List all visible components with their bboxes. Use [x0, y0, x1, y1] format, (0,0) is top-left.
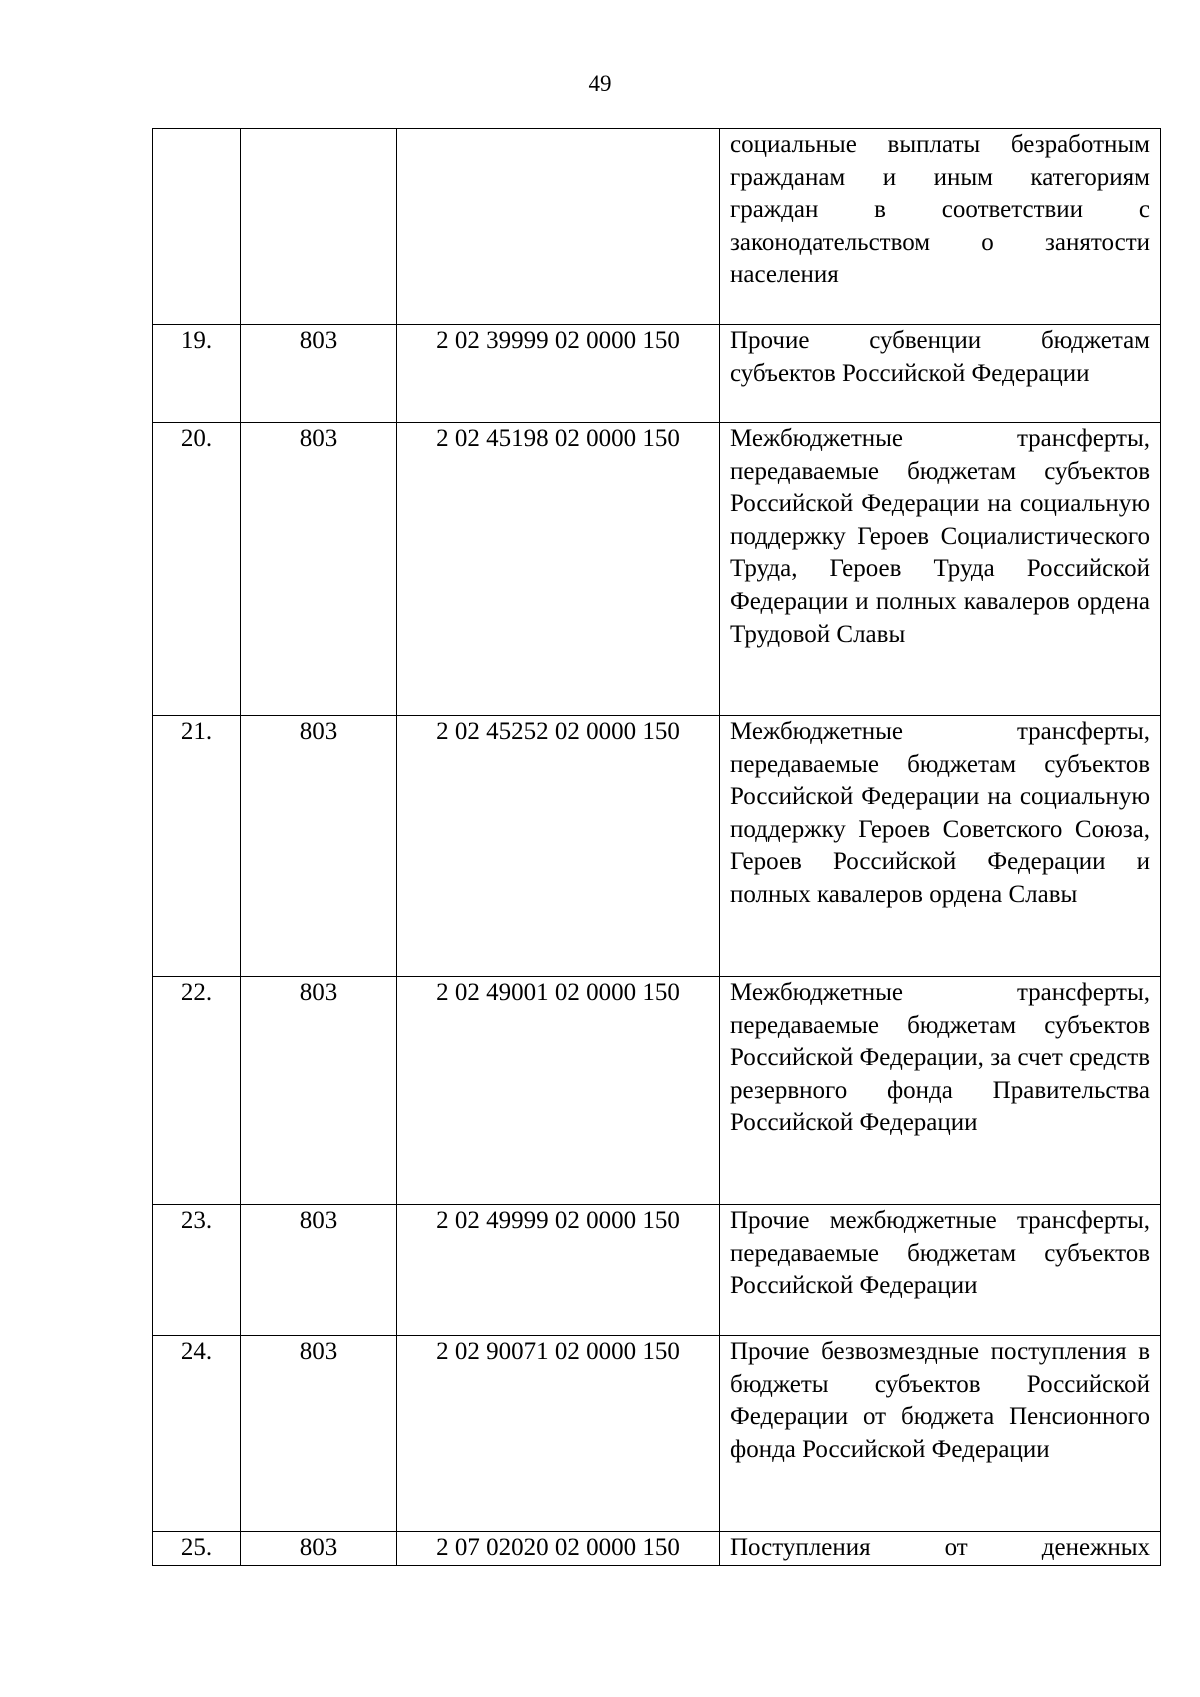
revenue-code-cell: 2 02 45252 02 0000 150	[397, 716, 720, 977]
revenue-name-text: Поступления от денежных	[730, 1534, 1150, 1561]
revenue-name-text: социальные выплаты безработным гражданам и иным категориям граждан в соответствии с законодательством о занятости населения	[730, 131, 1150, 289]
revenue-name-text: Прочие межбюджетные трансферты, передаваемые бюджетам субъектов Российской Федерации	[730, 1207, 1150, 1300]
page-number: 49	[588, 71, 612, 96]
row-number-cell: 24.	[153, 1336, 241, 1532]
revenue-code-cell: 2 07 02020 02 0000 150	[397, 1532, 720, 1566]
row-number-cell: 19.	[153, 325, 241, 423]
row-number-cell: 22.	[153, 977, 241, 1205]
revenue-code-cell: 2 02 49999 02 0000 150	[397, 1205, 720, 1336]
revenue-name-cell	[720, 1336, 1161, 1532]
revenue-code-cell: 2 02 45198 02 0000 150	[397, 423, 720, 716]
table-row	[153, 977, 1161, 1205]
revenue-name-cell	[720, 977, 1161, 1205]
revenue-name-text: Прочие безвозмездные поступления в бюджеты субъектов Российской Федерации от бюджета Пенсионного фонда Российской Федерации	[730, 1338, 1150, 1463]
row-number-cell: 23.	[153, 1205, 241, 1336]
administrator-code-cell: 803	[241, 716, 397, 977]
revenue-name-cell	[720, 325, 1161, 423]
revenue-code-cell: 2 02 39999 02 0000 150	[397, 325, 720, 423]
revenue-code-cell: 2 02 90071 02 0000 150	[397, 1336, 720, 1532]
table-row	[153, 325, 1161, 423]
table-row	[153, 1532, 1161, 1566]
table-row	[153, 423, 1161, 716]
revenue-name-text: Межбюджетные трансферты, передаваемые бюджетам субъектов Российской Федерации на социальную поддержку Героев Советского Союза, Героев Российской Федерации и полных кавалеров ордена Славы	[730, 718, 1150, 908]
row-number-cell: 21.	[153, 716, 241, 977]
revenue-code-cell	[397, 129, 720, 325]
row-number-cell: 25.	[153, 1532, 241, 1566]
revenue-name-cell	[720, 716, 1161, 977]
revenue-name-text: Межбюджетные трансферты, передаваемые бюджетам субъектов Российской Федерации, за счет средств резервного фонда Правительства Российской Федерации	[730, 979, 1150, 1137]
administrator-code-cell	[241, 129, 397, 325]
administrator-code-cell: 803	[241, 977, 397, 1205]
revenue-name-cell	[720, 129, 1161, 325]
table-row	[153, 1205, 1161, 1336]
table-row	[153, 716, 1161, 977]
administrator-code-cell: 803	[241, 1205, 397, 1336]
administrator-code-cell: 803	[241, 1532, 397, 1566]
revenue-codes-table	[152, 128, 1161, 1566]
revenue-name-cell	[720, 423, 1161, 716]
revenue-name-text: Прочие субвенции бюджетам субъектов Российской Федерации	[730, 327, 1150, 387]
row-number-cell	[153, 129, 241, 325]
administrator-code-cell: 803	[241, 325, 397, 423]
table-row	[153, 1336, 1161, 1532]
revenue-code-cell: 2 02 49001 02 0000 150	[397, 977, 720, 1205]
administrator-code-cell: 803	[241, 1336, 397, 1532]
revenue-name-cell	[720, 1532, 1161, 1566]
revenue-name-cell	[720, 1205, 1161, 1336]
revenue-name-text: Межбюджетные трансферты, передаваемые бюджетам субъектов Российской Федерации на социальную поддержку Героев Социалистического Труда, Героев Труда Российской Федерации и полных кавалеров ордена Трудовой Славы	[730, 425, 1150, 648]
row-number-cell: 20.	[153, 423, 241, 716]
administrator-code-cell: 803	[241, 423, 397, 716]
table-row	[153, 129, 1161, 325]
